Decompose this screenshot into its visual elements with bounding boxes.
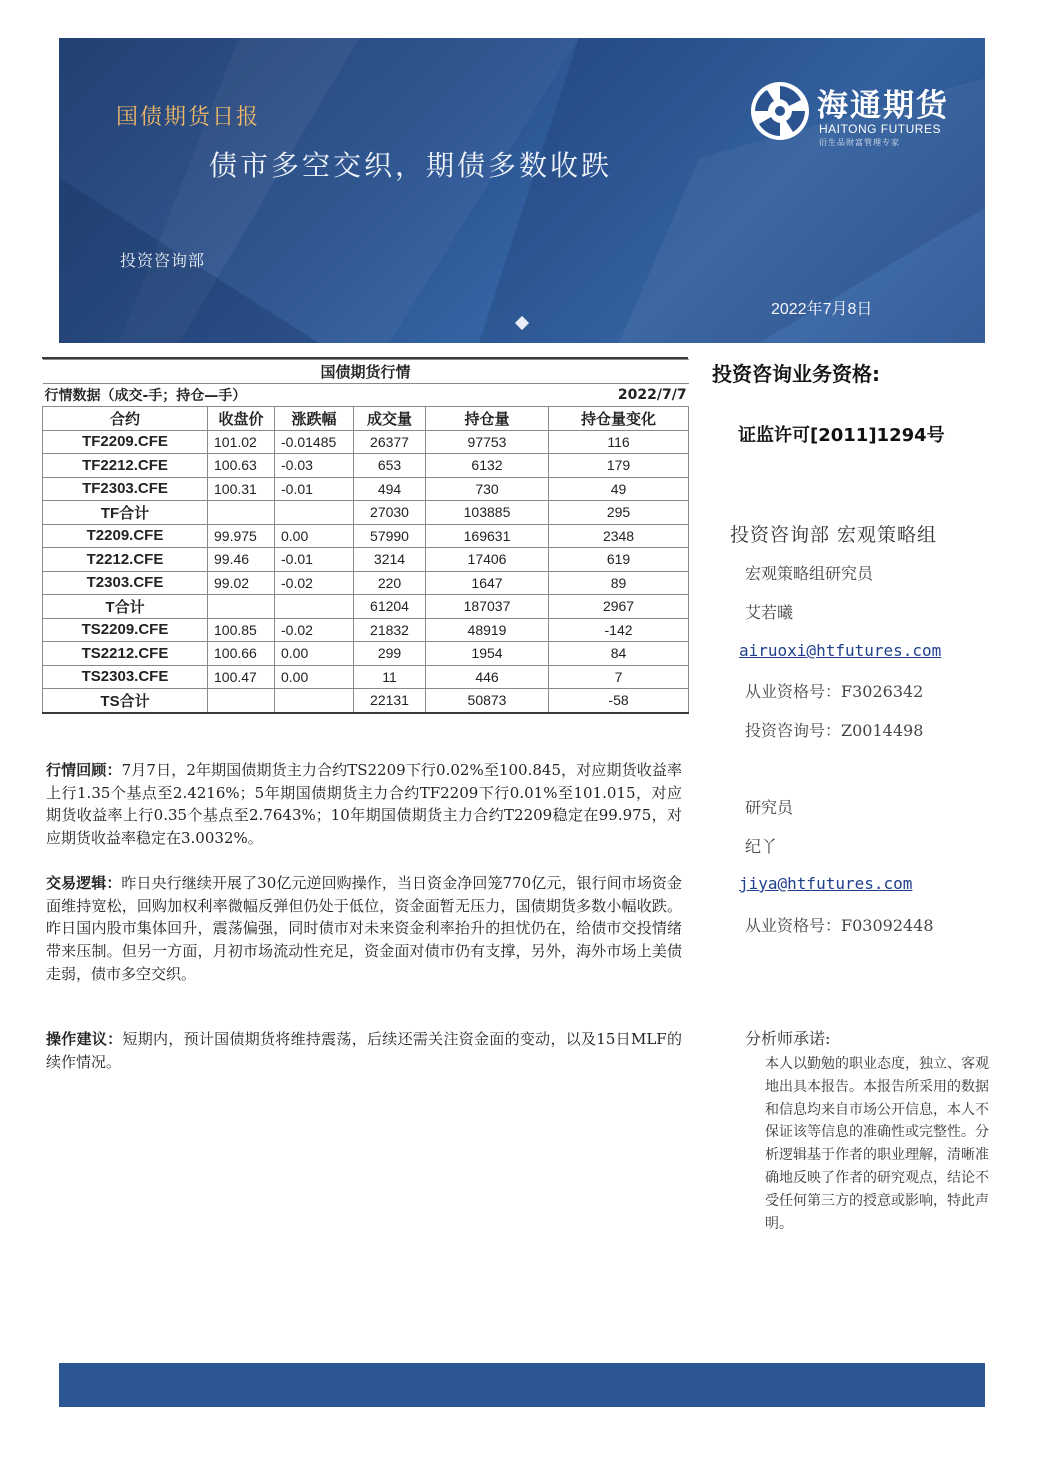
close-price-cell: 100.47 <box>208 665 275 689</box>
change-cell: -0.03 <box>275 454 354 478</box>
analyst2-email-link[interactable]: jiya@htfutures.com <box>739 874 913 893</box>
analyst-promise-title: 分析师承诺: <box>745 1029 831 1048</box>
table-row <box>43 689 689 713</box>
table-row <box>43 430 689 454</box>
market-table-container <box>42 357 688 714</box>
license-number: 证监许可[2011]1294号 <box>738 425 945 446</box>
contract-cell: TF2212.CFE <box>43 454 208 478</box>
oi-change-cell: 179 <box>549 454 689 478</box>
change-cell: 0.00 <box>275 524 354 548</box>
report-type: 国债期货日报 <box>116 105 261 130</box>
table-row <box>43 454 689 478</box>
trading-logic-label: 交易逻辑： <box>46 874 122 892</box>
volume-cell: 220 <box>354 571 426 595</box>
analyst1-consult: 投资咨询号：Z0014498 <box>745 721 924 740</box>
volume-cell: 61204 <box>354 595 426 619</box>
table-title: 国债期货行情 <box>43 360 689 384</box>
change-cell <box>275 501 354 525</box>
oi-change-cell: 295 <box>549 501 689 525</box>
contract-cell: TF2209.CFE <box>43 430 208 454</box>
contract-cell: TF合计 <box>43 501 208 525</box>
analyst-promise-text: 本人以勤勉的职业态度，独立、客观地出具本报告。本报告所采用的数据和信息均来自市场公开信息，本人不保证该等信息的准确性或完整性。分析逻辑基于作者的职业理解，清晰准确地反映了作者的研究观点，结论不受任何第三方的授意或影响，特此声明。 <box>765 1056 989 1232</box>
market-table <box>42 359 689 714</box>
trading-logic-text: 昨日央行继续开展了30亿元逆回购操作，当日资金净回笼770亿元，银行间市场资金面维持宽松，回购加权利率微幅反弹但仍处于低位，资金面暂无压力，国债期货多数小幅收跌。昨日国内股市集体回升，震荡偏强，同时债市对未来资金利率抬升的担忧仍在，给债市交投情绪带来压制。但另一方面，月初市场流动性充足，资金面对债市仍有支撑，另外，海外市场上美债走弱，债市多空交织。 <box>46 874 682 983</box>
contract-cell: TF2303.CFE <box>43 477 208 501</box>
close-price-cell: 100.31 <box>208 477 275 501</box>
volume-cell: 299 <box>354 642 426 666</box>
column-header: 涨跌幅 <box>275 407 354 431</box>
change-cell <box>275 689 354 713</box>
close-price-cell <box>208 689 275 713</box>
analyst1-cert: 从业资格号：F3026342 <box>745 682 924 701</box>
qualification-title: 投资咨询业务资格: <box>712 362 880 386</box>
table-row <box>43 642 689 666</box>
change-cell: 0.00 <box>275 665 354 689</box>
open-interest-cell: 1647 <box>426 571 549 595</box>
open-interest-cell: 730 <box>426 477 549 501</box>
close-price-cell: 99.46 <box>208 548 275 572</box>
oi-change-cell: 84 <box>549 642 689 666</box>
analyst2-name: 纪丫 <box>745 837 778 856</box>
change-cell: -0.02 <box>275 571 354 595</box>
analyst1-email-link[interactable]: airuoxi@htfutures.com <box>739 641 942 660</box>
header-banner <box>59 38 985 343</box>
change-cell: 0.00 <box>275 642 354 666</box>
contract-cell: TS2303.CFE <box>43 665 208 689</box>
open-interest-cell: 187037 <box>426 595 549 619</box>
table-row <box>43 571 689 595</box>
oi-change-cell: -58 <box>549 689 689 713</box>
volume-cell: 22131 <box>354 689 426 713</box>
open-interest-cell: 48919 <box>426 618 549 642</box>
open-interest-cell: 446 <box>426 665 549 689</box>
change-cell: -0.01 <box>275 548 354 572</box>
open-interest-cell: 97753 <box>426 430 549 454</box>
column-header: 收盘价 <box>208 407 275 431</box>
table-row <box>43 548 689 572</box>
logo-chinese-name: 海通期货 <box>817 88 949 124</box>
oi-change-cell: 89 <box>549 571 689 595</box>
table-header-row <box>43 407 689 431</box>
volume-cell: 57990 <box>354 524 426 548</box>
advice-paragraph <box>46 1028 682 1073</box>
change-cell <box>275 595 354 619</box>
table-row <box>43 665 689 689</box>
table-row <box>43 524 689 548</box>
open-interest-cell: 1954 <box>426 642 549 666</box>
advice-label: 操作建议： <box>46 1030 123 1048</box>
table-subtitle-row <box>43 383 689 407</box>
oi-change-cell: -142 <box>549 618 689 642</box>
column-header: 合约 <box>43 407 208 431</box>
market-review-paragraph <box>46 759 682 850</box>
volume-cell: 3214 <box>354 548 426 572</box>
close-price-cell: 101.02 <box>208 430 275 454</box>
open-interest-cell: 6132 <box>426 454 549 478</box>
column-header: 持仓量变化 <box>549 407 689 431</box>
table-row <box>43 477 689 501</box>
column-header: 持仓量 <box>426 407 549 431</box>
close-price-cell: 99.975 <box>208 524 275 548</box>
table-date: 2022/7/7 <box>426 383 689 407</box>
close-price-cell <box>208 595 275 619</box>
open-interest-cell: 169631 <box>426 524 549 548</box>
trading-logic-paragraph <box>46 872 682 986</box>
oi-change-cell: 619 <box>549 548 689 572</box>
market-review-label: 行情回顾： <box>46 761 122 779</box>
oi-change-cell: 49 <box>549 477 689 501</box>
volume-cell: 11 <box>354 665 426 689</box>
open-interest-cell: 103885 <box>426 501 549 525</box>
open-interest-cell: 17406 <box>426 548 549 572</box>
contract-cell: T2209.CFE <box>43 524 208 548</box>
analyst1-name: 艾若曦 <box>745 603 794 622</box>
department-label: 投资咨询部 <box>120 251 206 270</box>
volume-cell: 27030 <box>354 501 426 525</box>
contract-cell: T合计 <box>43 595 208 619</box>
table-row <box>43 501 689 525</box>
table-row <box>43 595 689 619</box>
footer-bar <box>59 1363 985 1407</box>
report-date: 2022年7月8日 <box>771 301 873 318</box>
open-interest-cell: 50873 <box>426 689 549 713</box>
market-review-text: 7月7日，2年期国债期货主力合约TS2209下行0.02%至100.845，对应期货收益率上行1.35个基点至2.4216%；5年期国债期货主力合约TF2209下行0.01%至101.015，对应期货收益率上行0.35个基点至2.7643%；10年期国债期货主力合约T2209稳定在99.975，对应期货收益率稳定在3.0032%。 <box>46 761 682 848</box>
close-price-cell: 100.66 <box>208 642 275 666</box>
close-price-cell: 99.02 <box>208 571 275 595</box>
table-title-row <box>43 360 689 384</box>
change-cell: -0.02 <box>275 618 354 642</box>
analyst1-role: 宏观策略组研究员 <box>745 564 874 583</box>
contract-cell: T2212.CFE <box>43 548 208 572</box>
contract-cell: T2303.CFE <box>43 571 208 595</box>
close-price-cell <box>208 501 275 525</box>
oi-change-cell: 2967 <box>549 595 689 619</box>
table-subtitle: 行情数据（成交-手；持仓—手） <box>43 383 426 407</box>
logo-mark-icon <box>749 80 811 142</box>
contract-cell: TS合计 <box>43 689 208 713</box>
oi-change-cell: 116 <box>549 430 689 454</box>
research-group: 投资咨询部 宏观策略组 <box>730 524 938 546</box>
table-row <box>43 618 689 642</box>
company-logo <box>749 80 949 152</box>
oi-change-cell: 7 <box>549 665 689 689</box>
volume-cell: 653 <box>354 454 426 478</box>
change-cell: -0.01 <box>275 477 354 501</box>
analyst2-role: 研究员 <box>745 798 794 817</box>
change-cell: -0.01485 <box>275 430 354 454</box>
volume-cell: 26377 <box>354 430 426 454</box>
volume-cell: 494 <box>354 477 426 501</box>
logo-english-name: HAITONG FUTURES <box>819 122 941 136</box>
column-header: 成交量 <box>354 407 426 431</box>
contract-cell: TS2212.CFE <box>43 642 208 666</box>
volume-cell: 21832 <box>354 618 426 642</box>
close-price-cell: 100.85 <box>208 618 275 642</box>
close-price-cell: 100.63 <box>208 454 275 478</box>
contract-cell: TS2209.CFE <box>43 618 208 642</box>
advice-text: 短期内，预计国债期货将维持震荡，后续还需关注资金面的变动，以及15日MLF的续作情况。 <box>46 1030 682 1071</box>
report-headline: 债市多空交织，期债多数收跌 <box>209 149 613 182</box>
analyst2-cert: 从业资格号：F03092448 <box>745 916 934 935</box>
logo-slogan: 衍生品财富管理专家 <box>819 138 900 147</box>
oi-change-cell: 2348 <box>549 524 689 548</box>
